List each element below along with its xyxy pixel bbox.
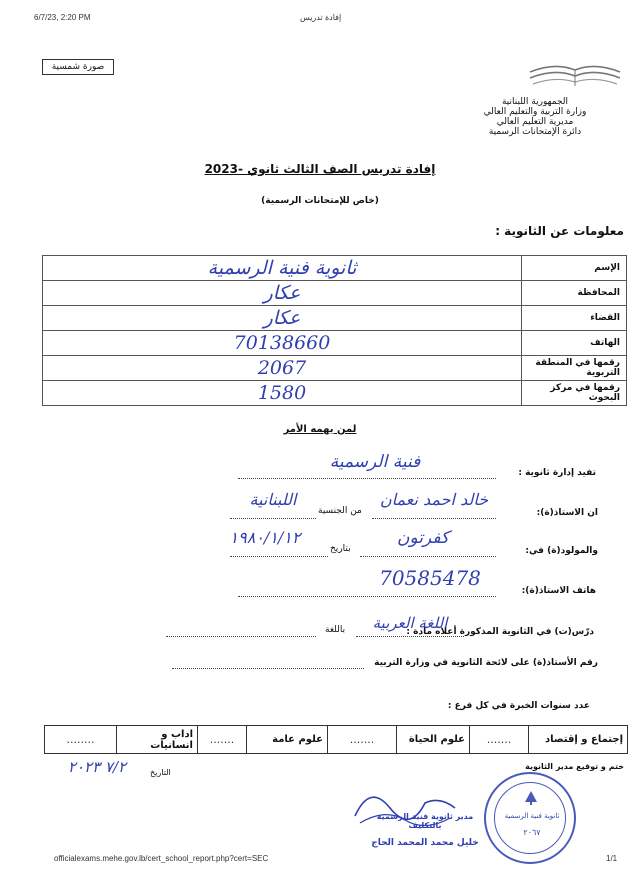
teacher-value: خالد احمد نعمان [379, 490, 489, 509]
date-label: بتاريخ [330, 544, 351, 554]
print-datetime: 6/7/23, 2:20 PM [34, 13, 91, 22]
branch-label: إجتماع و إقتصاد [529, 726, 628, 754]
ministry-line: الجمهورية اللبنانية [501, 97, 569, 107]
school-stamp [484, 772, 576, 864]
table-row [43, 281, 627, 306]
table-row [43, 356, 627, 381]
row-label: الهاتف [522, 331, 627, 356]
teacher-phone-label: هاتف الاستاذ(ة): [521, 586, 596, 596]
phone-value: 70138660 [43, 331, 522, 356]
language-dotted-line [166, 636, 316, 637]
admin-label: تفيد إدارة ثانوية : [518, 468, 596, 478]
born-place-dotted-line [360, 556, 496, 557]
print-page-title: إفادة تدريس [300, 13, 342, 22]
teacher-phone-value: 70585478 [379, 566, 481, 590]
district-value: عكار [43, 306, 522, 331]
nationality-label: من الجنسية [318, 506, 362, 516]
branch-label: علوم عامة [247, 726, 328, 754]
ministry-line: مديرية التعليم العالي [496, 117, 574, 127]
row-label: رقمها في مركز البحوث [522, 381, 627, 406]
admin-dotted-line [238, 478, 496, 479]
table-row [43, 256, 627, 281]
school-name-value: ثانوية فنية الرسمية [43, 256, 522, 281]
signature-stamp-line: خليل محمد المحمد الحاج [371, 838, 479, 848]
branch-value: ........ [45, 726, 117, 754]
row-label: الإسم [522, 256, 627, 281]
branch-label: علوم الحياة [397, 726, 470, 754]
research-center-number-value: 1580 [43, 381, 522, 406]
born-place-value: كفرتون [396, 528, 450, 548]
language-label: باللغة [325, 625, 346, 635]
branch-label: اداب و انسانيات [117, 726, 198, 754]
document-subtitle: (خاص للإمتحانات الرسمية) [261, 196, 379, 206]
teacher-phone-dotted-line [238, 596, 496, 597]
stamp-number: ٢٠٦٧ [523, 828, 541, 837]
table-row [43, 381, 627, 406]
years-experience-label: عدد سنوات الخبرة في كل فرع : [447, 701, 590, 711]
branch-value: ....... [328, 726, 397, 754]
admin-value: فنية الرسمية [329, 452, 421, 472]
subject-value: اللغة العربية [372, 614, 448, 632]
row-label: رقمها في المنطقة التربوية [522, 356, 627, 381]
ministry-book-logo-icon [525, 58, 625, 88]
regional-number-value: 2067 [43, 356, 522, 381]
ministry-line: دائرة الإمتحانات الرسمية [488, 127, 582, 137]
register-number-label: رقم الأستاذ(ة) على لائحة الثانوية في وزارة التربية [374, 658, 598, 668]
branch-value: ....... [198, 726, 247, 754]
signature-stamp-line: مدير ثانوية فنية الرسمية بالتكليف [376, 812, 474, 830]
row-label: المحافظة [522, 281, 627, 306]
print-url: officialexams.mehe.gov.lb/cert_school_report.php?cert=SEC [54, 854, 269, 863]
teacher-dotted-line [372, 518, 496, 519]
school-info-table [42, 255, 627, 406]
taught-subject-label: درّس(ت) في الثانوية المذكورة أعلاه مادة : [406, 627, 594, 637]
footer-date-label: التاريخ [150, 768, 171, 777]
ministry-header [450, 97, 620, 137]
photo-box-label: صورة شمسية [51, 62, 105, 72]
stamp-school-name: ثانوية فنية الرسمية [504, 812, 560, 820]
to-whom-heading: لمن يهمه الأمر [283, 424, 357, 435]
register-number-dotted-line [172, 668, 364, 669]
born-date-dotted-line [230, 556, 328, 557]
teacher-label: ان الاستاذ(ة): [536, 508, 598, 518]
nationality-dotted-line [230, 518, 316, 519]
table-row [43, 331, 627, 356]
experience-table [44, 725, 628, 754]
document-title: إفادة تدريس الصف الثالث ثانوي -2023 [204, 162, 436, 176]
signature-stamp [360, 812, 490, 848]
ministry-line: وزارة التربية والتعليم العالي [483, 107, 587, 117]
school-info-heading: معلومات عن الثانوية : [495, 224, 624, 238]
table-row [45, 726, 628, 754]
born-label: والمولود(ة) في: [525, 546, 598, 556]
print-page-number: 1/1 [606, 854, 618, 863]
cedar-tree-icon [522, 790, 540, 806]
photo-box [42, 59, 114, 75]
footer-date-value: ٧/٢ ٢٠٢٣ [67, 758, 127, 776]
governorate-value: عكار [43, 281, 522, 306]
subject-dotted-line [356, 636, 464, 637]
signature-label: ختم و توقيع مدير الثانوية [525, 762, 624, 771]
born-date-value: ١٩٨٠/١/١٢ [229, 528, 301, 547]
nationality-value: اللبنانية [249, 490, 297, 509]
table-row [43, 306, 627, 331]
branch-value: ....... [470, 726, 529, 754]
row-label: القضاء [522, 306, 627, 331]
